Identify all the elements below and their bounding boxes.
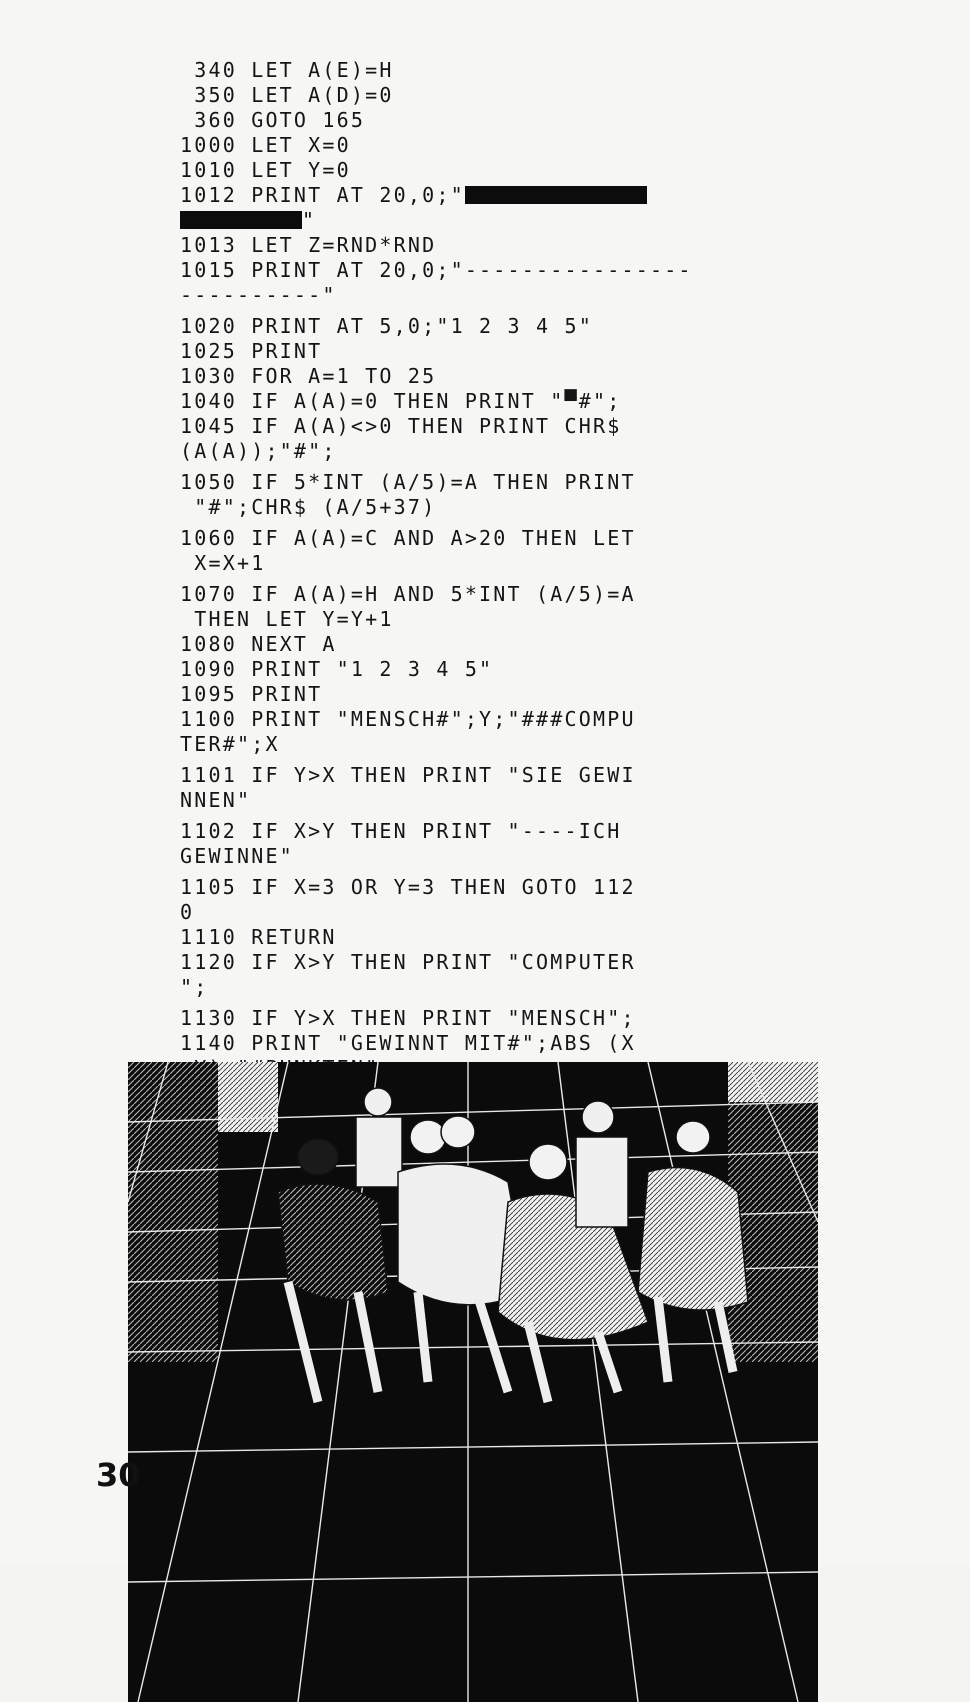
code-line: 1020 PRINT AT 5,0;"1 2 3 4 5" xyxy=(180,314,593,338)
code-line: ----------" xyxy=(180,283,337,307)
dancers-illustration xyxy=(128,1062,818,1702)
inverse-bar-graphic xyxy=(180,211,302,229)
dancers-on-grid-floor-icon xyxy=(128,1062,818,1702)
code-line: 1015 PRINT AT 20,0;"---------------- xyxy=(180,258,693,282)
code-line: 1101 IF Y>X THEN PRINT "SIE GEWI xyxy=(180,763,636,787)
code-line: (A(A));"#"; xyxy=(180,439,337,463)
code-line: "; xyxy=(180,975,209,999)
code-line: 1050 IF 5*INT (A/5)=A THEN PRINT xyxy=(180,470,636,494)
code-line: 1000 LET X=0 xyxy=(180,133,351,157)
code-line: 1070 IF A(A)=H AND 5*INT (A/5)=A xyxy=(180,582,636,606)
code-line: 1102 IF X>Y THEN PRINT "----ICH xyxy=(180,819,622,843)
code-line: NNEN" xyxy=(180,788,252,812)
code-line: 1095 PRINT xyxy=(180,682,323,706)
code-line: 0 xyxy=(180,900,195,924)
code-line: 1140 PRINT "GEWINNT MIT#";ABS (X xyxy=(180,1031,636,1055)
code-line: "#";CHR$ (A/5+37) xyxy=(180,495,437,519)
code-line: 1105 IF X=3 OR Y=3 THEN GOTO 112 xyxy=(180,875,636,899)
code-line: 1090 PRINT "1 2 3 4 5" xyxy=(180,657,494,681)
inverse-bar-graphic xyxy=(465,186,647,204)
code-line: TER#";X xyxy=(180,732,280,756)
page-number: 30 xyxy=(96,1456,141,1494)
code-text: 1012 PRINT AT 20,0;" xyxy=(180,183,465,207)
code-line: 1013 LET Z=RND*RND xyxy=(180,233,437,257)
code-line: 1025 PRINT xyxy=(180,339,323,363)
code-line: 1080 NEXT A xyxy=(180,632,337,656)
code-line-1012-cont xyxy=(180,208,680,233)
basic-code-listing xyxy=(180,58,693,1081)
code-line: X=X+1 xyxy=(180,551,266,575)
code-line: 1100 PRINT "MENSCH#";Y;"###COMPU xyxy=(180,707,636,731)
code-line: 1120 IF X>Y THEN PRINT "COMPUTER xyxy=(180,950,636,974)
code-line: 1060 IF A(A)=C AND A>20 THEN LET xyxy=(180,526,636,550)
code-line: 1130 IF Y>X THEN PRINT "MENSCH"; xyxy=(180,1006,636,1030)
code-line: 350 LET A(D)=0 xyxy=(180,83,394,107)
code-text: " xyxy=(302,208,317,232)
code-line: 1045 IF A(A)<>0 THEN PRINT CHR$ xyxy=(180,414,622,438)
code-line-1012 xyxy=(180,183,680,208)
code-line: 340 LET A(E)=H xyxy=(180,58,394,82)
code-line: 360 GOTO 165 xyxy=(180,108,366,132)
code-line: 1040 IF A(A)=0 THEN PRINT "▀#"; xyxy=(180,389,622,413)
code-line: 1110 RETURN xyxy=(180,925,337,949)
code-line: THEN LET Y=Y+1 xyxy=(180,607,394,631)
code-line: GEWINNE" xyxy=(180,844,294,868)
code-line: 1030 FOR A=1 TO 25 xyxy=(180,364,437,388)
code-line: 1010 LET Y=0 xyxy=(180,158,351,182)
